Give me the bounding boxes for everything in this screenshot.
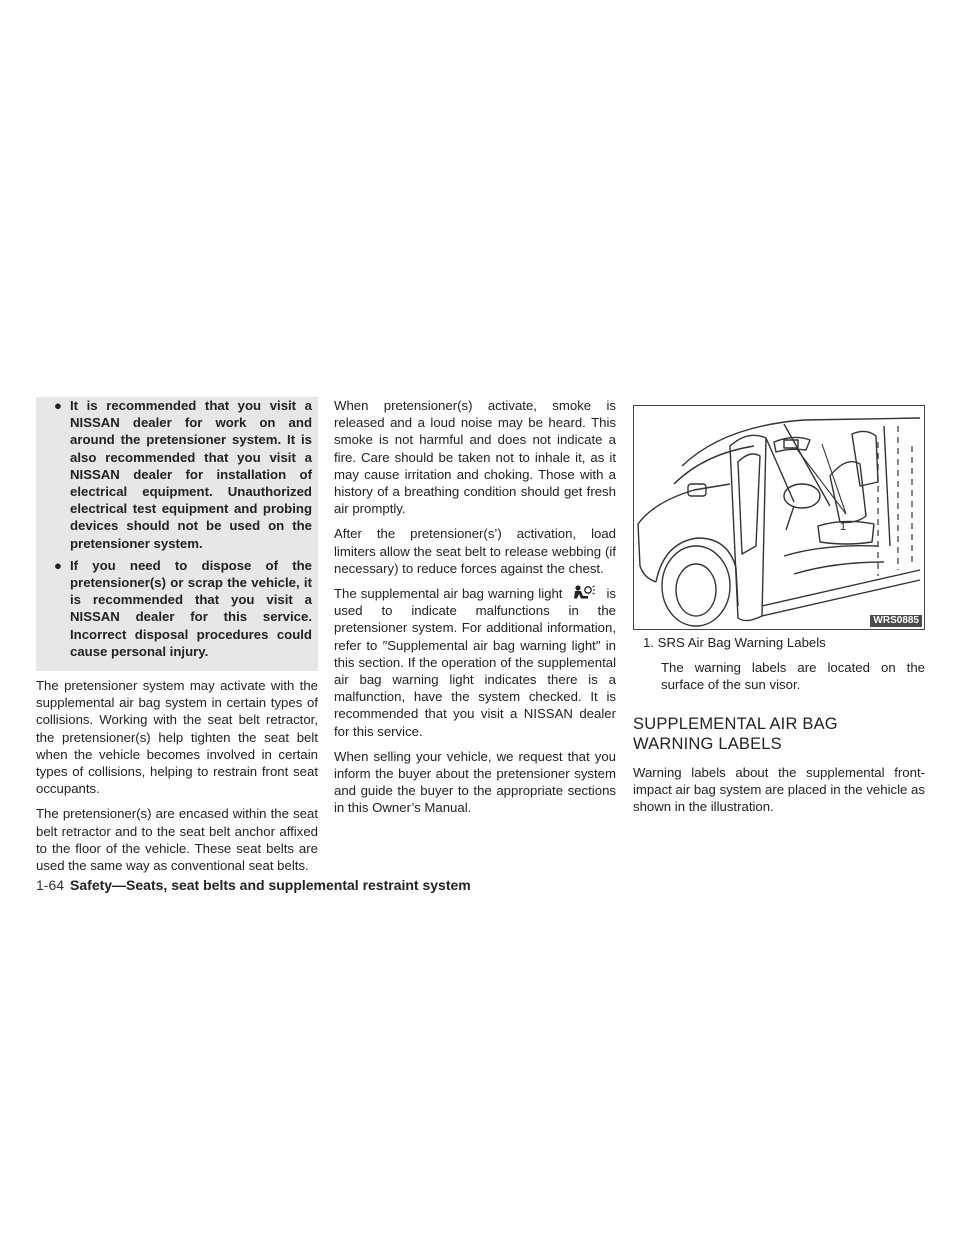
body-paragraph: After the pretensioner(s’) activation, load limiters allow the seat belt to release webbing (if necessary) to reduce forces against the chest. [334, 526, 616, 576]
figure-callout-number: 1 [840, 521, 847, 533]
figure-caption-item: 1. SRS Air Bag Warning Labels [643, 635, 826, 650]
page-number: 1-64 [36, 877, 65, 893]
warning-box [36, 397, 318, 671]
figure-caption-description: The warning labels are located on the surface of the sun visor. [661, 660, 925, 693]
section-heading-line: WARNING LABELS [633, 734, 782, 753]
airbag-label-illustration [633, 405, 925, 630]
warning-text: It is recommended that you visit a NISSAN dealer for work on and around the pretensioner system. It is also recommended that you visit a NISSAN dealer for installation of electrical equipment. Unauthorized electrical test equipment and probing devices should not be used on the pretensioner system. [70, 398, 312, 551]
bullet-icon: ● [54, 398, 62, 413]
figure-code: WRS0885 [870, 615, 922, 627]
vehicle-interior-drawing [634, 406, 924, 629]
column-right [633, 405, 925, 823]
warning-item [54, 397, 312, 552]
body-paragraph: The pretensioner system may activate with the supplemental air bag system in certain types of collisions. Working with the seat belt retractor, the pretensioner(s) help tighten the seat belt when the vehicle becomes involved in certain types of collisions, helping to restrain front seat occupants. [36, 678, 318, 797]
airbag-warning-light-icon [568, 585, 596, 601]
warning-item [54, 557, 312, 660]
footer-section-title: Safety—Seats, seat belts and supplemental restraint system [70, 877, 471, 893]
paragraph-text: is used to indicate malfunctions in the pretensioner system. For additional information, refer to ″Supplemental air bag warning light″ in this section. If the operation of the supplemental air bag warning light indicates there is a malfunction, have the system checked. It is recommended that you visit a NISSAN dealer for this service. [334, 586, 616, 739]
column-left [36, 397, 318, 882]
body-paragraph: When selling your vehicle, we request that you inform the buyer about the pretensioner system and guide the buyer to the appropriate sections in this Owner’s Manual. [334, 748, 616, 816]
section-heading-line: SUPPLEMENTAL AIR BAG [633, 714, 838, 733]
warning-text: If you need to dispose of the pretensioner(s) or scrap the vehicle, it is recommended that you visit a NISSAN dealer for this service. Incorrect disposal procedures could cause personal injury. [70, 557, 312, 659]
section-heading [633, 714, 925, 754]
column-middle [334, 397, 616, 825]
body-paragraph: Warning labels about the supplemental front-impact air bag system are placed in the vehicle as shown in the illustration. [633, 764, 925, 815]
body-paragraph: The pretensioner(s) are encased within the seat belt retractor and to the seat belt anchor affixed to the floor of the vehicle. These seat belts are used the same way as conventional seat belts. [36, 806, 318, 874]
body-paragraph: When pretensioner(s) activate, smoke is released and a loud noise may be heard. This smoke is not harmful and does not indicate a fire. Care should be taken not to inhale it, as it may cause irritation and choking. Those with a history of a breathing condition should get fresh air promptly. [334, 398, 616, 517]
body-paragraph [334, 585, 616, 740]
paragraph-text: The supplemental air bag warning light [334, 586, 563, 602]
bullet-icon: ● [54, 557, 62, 573]
page-footer [36, 876, 471, 894]
